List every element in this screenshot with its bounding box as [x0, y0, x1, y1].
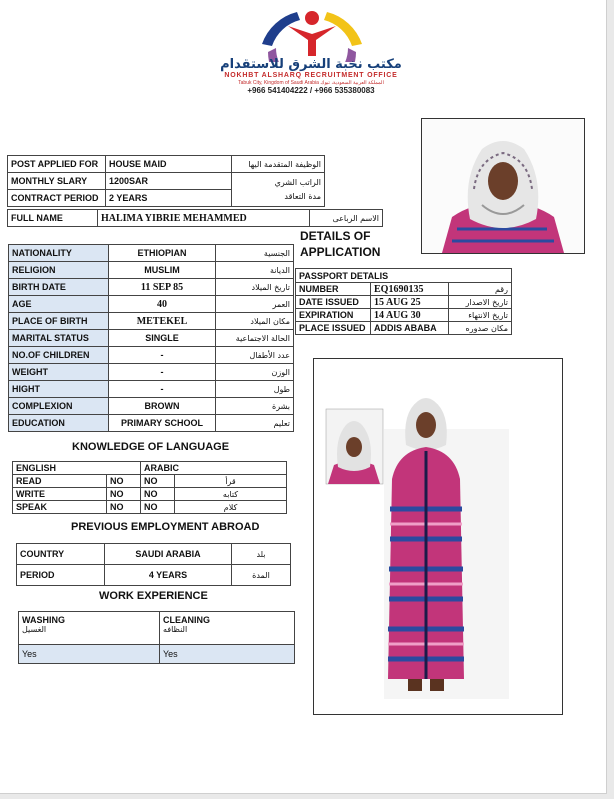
birth-date-arabic: تاريخ الميلاد	[216, 279, 294, 296]
table-row	[9, 347, 294, 364]
table-row	[9, 245, 294, 262]
passport-title: PASSPORT DETALIS	[296, 269, 512, 283]
expiration-label: EXPIRATION	[296, 309, 371, 322]
education-value: PRIMARY SCHOOL	[109, 415, 216, 432]
place-issued-label: PLACE ISSUED	[296, 322, 371, 335]
position-table	[7, 155, 325, 207]
age-label: AGE	[9, 296, 109, 313]
cleaning-value: Yes	[160, 645, 295, 664]
table-row	[296, 322, 512, 335]
details-title-line2: APPLICATION	[300, 245, 381, 259]
table-row	[9, 296, 294, 313]
place-of-birth-arabic: مكان الميلاد	[216, 313, 294, 330]
table-row	[9, 279, 294, 296]
table-row	[9, 364, 294, 381]
height-arabic: طول	[216, 381, 294, 398]
cleaning-header	[160, 612, 295, 645]
speak-english: NO	[107, 501, 141, 514]
place-issued-value: ADDIS ABABA	[371, 322, 449, 335]
age-value: 40	[109, 296, 216, 313]
passport-number-value: EQ1690135	[371, 283, 449, 296]
nationality-arabic: الجنسية	[216, 245, 294, 262]
age-arabic: العمر	[216, 296, 294, 313]
employment-title: PREVIOUS EMPLOYMENT ABROAD	[71, 521, 260, 533]
complexion-value: BROWN	[109, 398, 216, 415]
complexion-arabic: بشرة	[216, 398, 294, 415]
birth-date-label: BIRTH DATE	[9, 279, 109, 296]
details-title-line1: DETAILS OF	[300, 229, 371, 243]
table-row	[9, 398, 294, 415]
table-row	[9, 330, 294, 347]
place-of-birth-value: METEKEL	[109, 313, 216, 330]
place-of-birth-label: PLACE OF BIRTH	[9, 313, 109, 330]
woman-portrait-image	[422, 119, 584, 253]
contract-arabic-text: مدة التعاقد	[284, 191, 321, 201]
company-name-english: NOKHBT ALSHARQ RECRUITMENT OFFICE	[224, 72, 398, 79]
table-row	[17, 565, 291, 586]
position-value: HOUSE MAID	[106, 156, 232, 173]
table-row	[296, 283, 512, 296]
table-row	[296, 309, 512, 322]
country-value: SAUDI ARABIA	[105, 544, 232, 565]
company-address: Tabuk City, Kingdom of Saudi Arabia المملكة العربية السعودية، تبوك	[238, 80, 384, 86]
company-name-arabic: مكتب نخبة الشرق للاستقدام	[220, 57, 402, 72]
place-issued-arabic: مكان صدوره	[449, 322, 512, 335]
salary-arabic	[232, 173, 325, 207]
speak-arabic: NO	[141, 501, 175, 514]
contract-label: CONTRACT PERIOD	[8, 190, 106, 207]
marital-status-arabic: الحالة الاجتماعية	[216, 330, 294, 347]
write-arabic: NO	[141, 488, 175, 501]
table-row	[13, 475, 287, 488]
children-arabic: عدد الأطفال	[216, 347, 294, 364]
table-row	[296, 269, 512, 283]
read-arabic-label: قرأ	[175, 475, 287, 488]
washing-header	[19, 612, 160, 645]
language-table	[12, 461, 287, 514]
country-label: COUNTRY	[17, 544, 105, 565]
woman-full-body-image	[314, 359, 562, 714]
position-label: POST APPLIED FOR	[8, 156, 106, 173]
weight-value: -	[109, 364, 216, 381]
arabic-column-header: ARABIC	[141, 462, 287, 475]
write-label: WRITE	[13, 488, 107, 501]
read-label: READ	[13, 475, 107, 488]
table-row	[296, 296, 512, 309]
birth-date-value: 11 SEP 85	[109, 279, 216, 296]
expiration-value: 14 AUG 30	[371, 309, 449, 322]
period-value: 4 YEARS	[105, 565, 232, 586]
date-issued-arabic: تاريخ الاصدار	[449, 296, 512, 309]
personal-details-table	[8, 244, 294, 432]
washing-arabic: الغسيل	[22, 625, 47, 634]
passport-table	[295, 268, 512, 335]
education-label: EDUCATION	[9, 415, 109, 432]
children-value: -	[109, 347, 216, 364]
marital-status-label: MARITAL STATUS	[9, 330, 109, 347]
full-body-photo	[313, 358, 563, 715]
speak-arabic-label: كلام	[175, 501, 287, 514]
height-label: HIGHT	[9, 381, 109, 398]
cleaning-arabic: النظافه	[163, 625, 188, 634]
read-english: NO	[107, 475, 141, 488]
religion-label: RELIGION	[9, 262, 109, 279]
read-arabic: NO	[141, 475, 175, 488]
table-row	[8, 173, 325, 190]
full-name-table	[7, 209, 383, 227]
period-label: PERIOD	[17, 565, 105, 586]
table-row	[13, 462, 287, 475]
cleaning-label: CLEANING	[163, 615, 210, 625]
table-row	[9, 262, 294, 279]
marital-status-value: SINGLE	[109, 330, 216, 347]
table-row	[19, 612, 295, 645]
expiration-arabic: تاريخ الانتهاء	[449, 309, 512, 322]
table-row	[13, 501, 287, 514]
weight-label: WEIGHT	[9, 364, 109, 381]
children-label: NO.OF CHILDREN	[9, 347, 109, 364]
washing-label: WASHING	[22, 615, 66, 625]
complexion-label: COMPLEXION	[9, 398, 109, 415]
date-issued-label: DATE ISSUED	[296, 296, 371, 309]
table-row	[8, 156, 325, 173]
date-issued-value: 15 AUG 25	[371, 296, 449, 309]
employment-table	[16, 543, 291, 586]
table-row	[9, 381, 294, 398]
company-logo	[252, 4, 372, 62]
write-english: NO	[107, 488, 141, 501]
full-name-label: FULL NAME	[8, 210, 98, 227]
washing-value: Yes	[19, 645, 160, 664]
weight-arabic: الوزن	[216, 364, 294, 381]
write-arabic-label: كتابه	[175, 488, 287, 501]
height-value: -	[109, 381, 216, 398]
table-row	[9, 313, 294, 330]
salary-label: MONTHLY SLARY	[8, 173, 106, 190]
company-phones: +966 541404222 / +966 535380083	[247, 86, 375, 95]
religion-arabic: الديانة	[216, 262, 294, 279]
full-name-value: HALIMA YIBRIE MEHAMMED	[98, 210, 310, 227]
language-title: KNOWLEDGE OF LANGUAGE	[72, 441, 230, 453]
english-column-header: ENGLISH	[13, 462, 141, 475]
salary-value: 1200SAR	[106, 173, 232, 190]
education-arabic: تعليم	[216, 415, 294, 432]
table-row	[9, 415, 294, 432]
passport-number-arabic: رقم	[449, 283, 512, 296]
period-arabic: المدة	[232, 565, 291, 586]
experience-table	[18, 611, 295, 664]
speak-label: SPEAK	[13, 501, 107, 514]
experience-title: WORK EXPERIENCE	[99, 590, 208, 602]
nationality-value: ETHIOPIAN	[109, 245, 216, 262]
religion-value: MUSLIM	[109, 262, 216, 279]
table-row	[19, 645, 295, 664]
table-row	[8, 210, 383, 227]
portrait-photo	[421, 118, 585, 254]
table-row	[17, 544, 291, 565]
nationality-label: NATIONALITY	[9, 245, 109, 262]
passport-number-label: NUMBER	[296, 283, 371, 296]
salary-arabic-text: الراتب الشري	[274, 177, 321, 187]
full-name-arabic: الاسم الرباعى	[310, 210, 383, 227]
position-arabic: الوظيفة المتقدمة اليها	[232, 156, 325, 173]
contract-value: 2 YEARS	[106, 190, 232, 207]
table-row	[13, 488, 287, 501]
country-arabic: بلد	[232, 544, 291, 565]
